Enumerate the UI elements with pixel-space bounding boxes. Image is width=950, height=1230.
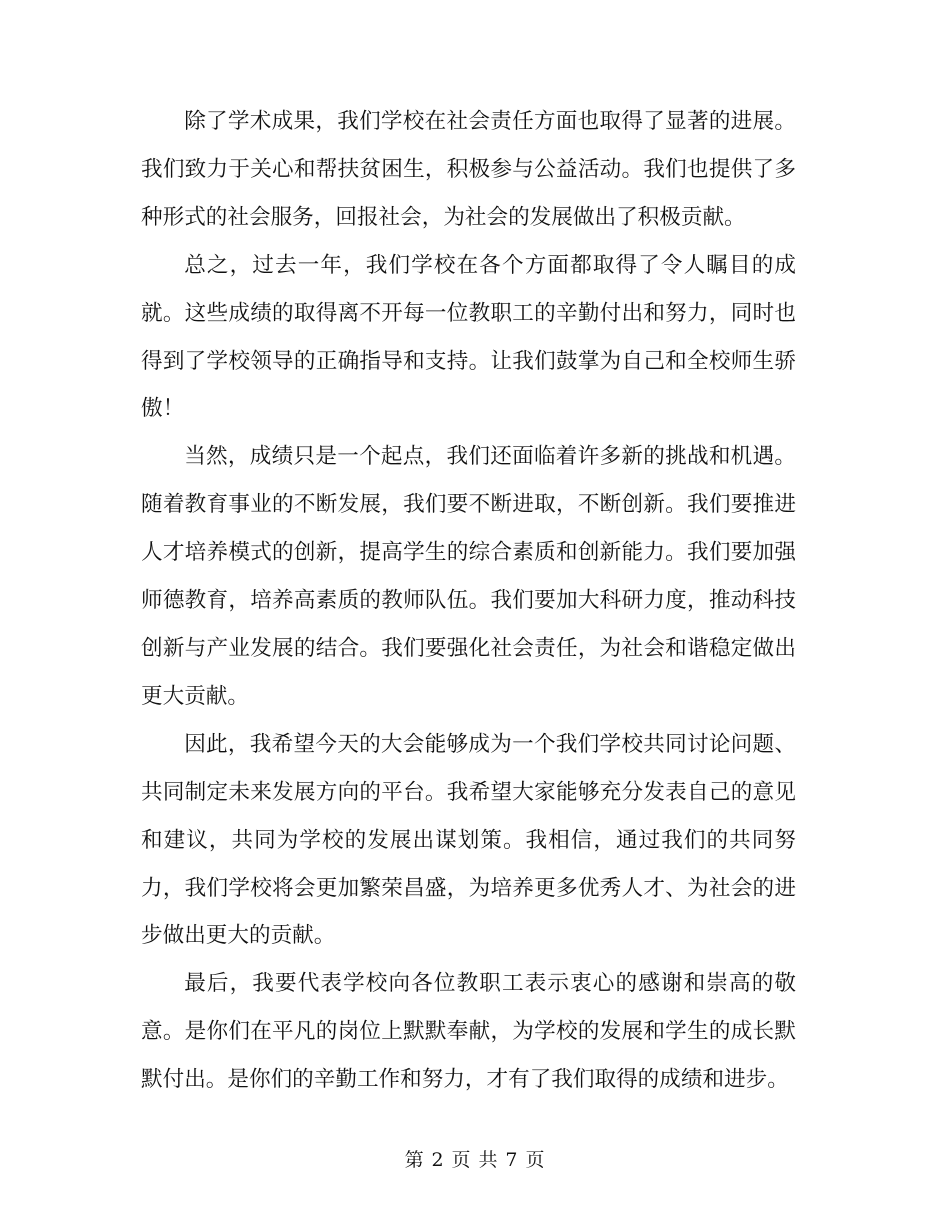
document-body xyxy=(141,98,796,1104)
paragraph-summary: 总之，过去一年，我们学校在各个方面都取得了令人瞩目的成就。这些成绩的取得离不开每一位教职工的辛勤付出和努力，同时也得到了学校领导的正确指导和支持。让我们鼓掌为自己和全校师生骄傲！ xyxy=(141,252,796,422)
page-number-footer: 第 2 页 共 7 页 xyxy=(404,1149,546,1171)
paragraph-challenges: 当然，成绩只是一个起点，我们还面临着许多新的挑战和机遇。随着教育事业的不断发展，我们要不断进取，不断创新。我们要推进人才培养模式的创新，提高学生的综合素质和创新能力。我们要加强师德教育，培养高素质的教师队伍。我们要加大科研力度，推动科技创新与产业发展的结合。我们要强化社会责任，为社会和谐稳定做出更大贡献。 xyxy=(141,444,796,709)
paragraph-thanks: 最后，我要代表学校向各位教职工表示衷心的感谢和崇高的敬意。是你们在平凡的岗位上默默奉献，为学校的发展和学生的成长默默付出。是你们的辛勤工作和努力，才有了我们取得的成绩和进步。 xyxy=(141,971,796,1093)
paragraph-social-responsibility: 除了学术成果，我们学校在社会责任方面也取得了显著的进展。我们致力于关心和帮扶贫困生，积极参与公益活动。我们也提供了多种形式的社会服务，回报社会，为社会的发展做出了积极贡献。 xyxy=(141,109,796,230)
paragraph-hopes: 因此，我希望今天的大会能够成为一个我们学校共同讨论问题、共同制定未来发展方向的平台。我希望大家能够充分发表自己的意见和建议，共同为学校的发展出谋划策。我相信，通过我们的共同努力，我们学校将会更加繁荣昌盛，为培养更多优秀人才、为社会的进步做出更大的贡献。 xyxy=(141,731,796,949)
